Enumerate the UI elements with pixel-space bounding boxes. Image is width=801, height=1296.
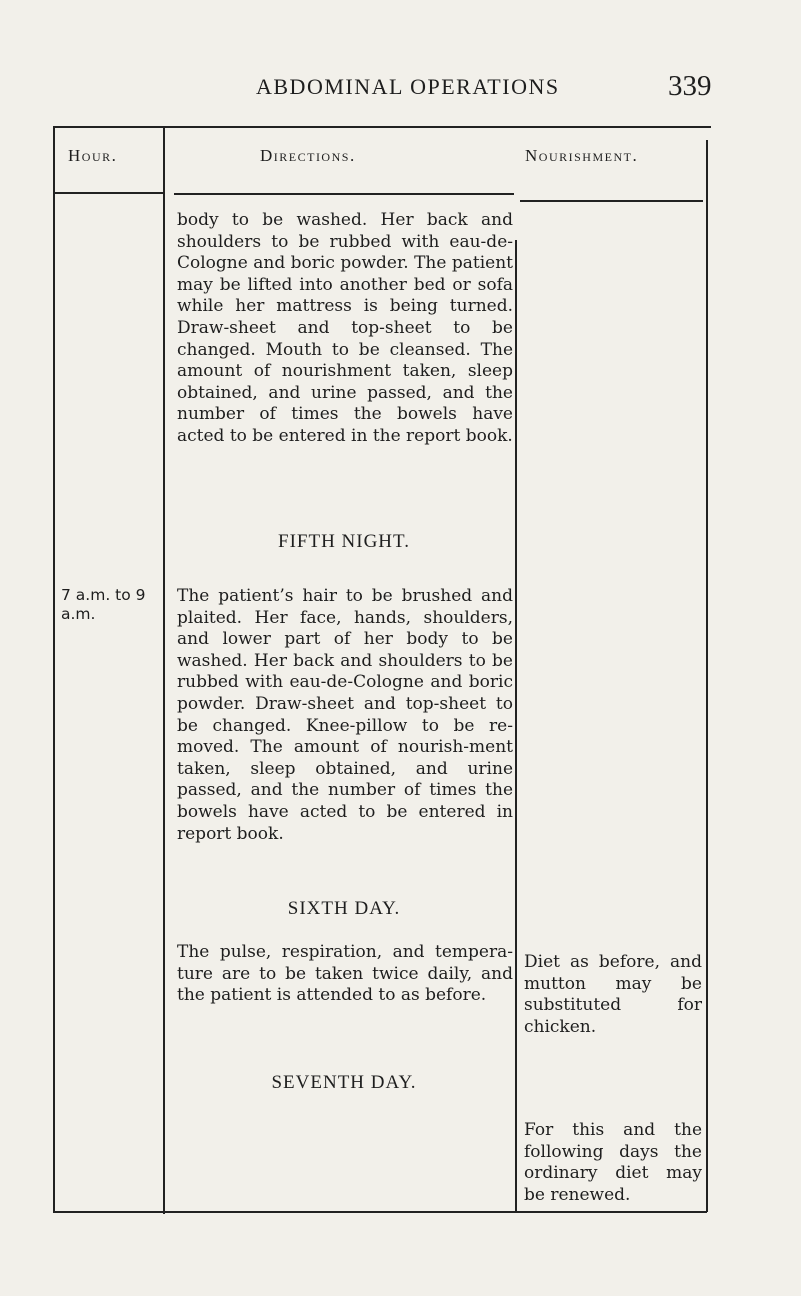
section-title-sixth-day: SIXTH DAY. [287,898,401,919]
section-title-fifth-night: FIFTH NIGHT. [278,531,410,552]
table-top-rule [53,126,711,128]
hour-cell: 7 a.m. to 9 a.m. [61,586,146,623]
header-hour: Hour. [68,146,118,165]
running-head [0,70,801,108]
directions-sixth-day: The pulse, respiration, and tempera-ture are to be taken twice daily, and the patient is attended to as before. [177,942,513,1006]
running-title: ABDOMINAL OPERATIONS [256,74,560,99]
column-divider-hour [163,126,165,1214]
header-directions: Directions. [260,146,356,165]
column-divider-nourishment [515,240,517,1212]
directions-continued: body to be washed. Her back and shoulders to be rubbed with eau-de-Cologne and boric powder. The patient may be lifted into another bed or sofa while her mattress is being turned. Draw-sheet and top-sheet to be changed. Mouth to be cleansed. The amount of nourishment taken, sleep obtained, and urine passed, and the number of times the bowels have acted to be entered in the report book. [177,210,513,446]
nourishment-sixth-day: Diet as before, and mutton may be substituted for chicken. [524,952,702,1037]
table-bottom-rule [53,1211,707,1213]
nourishment-seventh-day: For this and the following days the ordinary diet may be renewed. [524,1120,702,1205]
directions-fifth-night: The patient’s hair to be brushed and plaited. Her face, hands, shoulders, and lower part of her body to be washed. Her back and shoulders to be rubbed with eau-de-Cologne and boric powder. Draw-sheet and top-sheet to be changed. Knee-pillow to be re-moved. The amount of nourish-ment taken, sleep obtained, and urine passed, and the number of times the bowels have acted to be entered in report book. [177,586,513,844]
nourishment-header-rule [520,200,703,202]
header-nourishment: Nourishment. [525,146,639,165]
hour-header-rule [53,192,165,194]
table-right-border [706,140,708,1212]
table-left-border [53,126,55,1211]
section-title-seventh-day: SEVENTH DAY. [271,1072,417,1093]
page-number: 339 [668,70,712,102]
directions-header-rule [174,193,514,195]
